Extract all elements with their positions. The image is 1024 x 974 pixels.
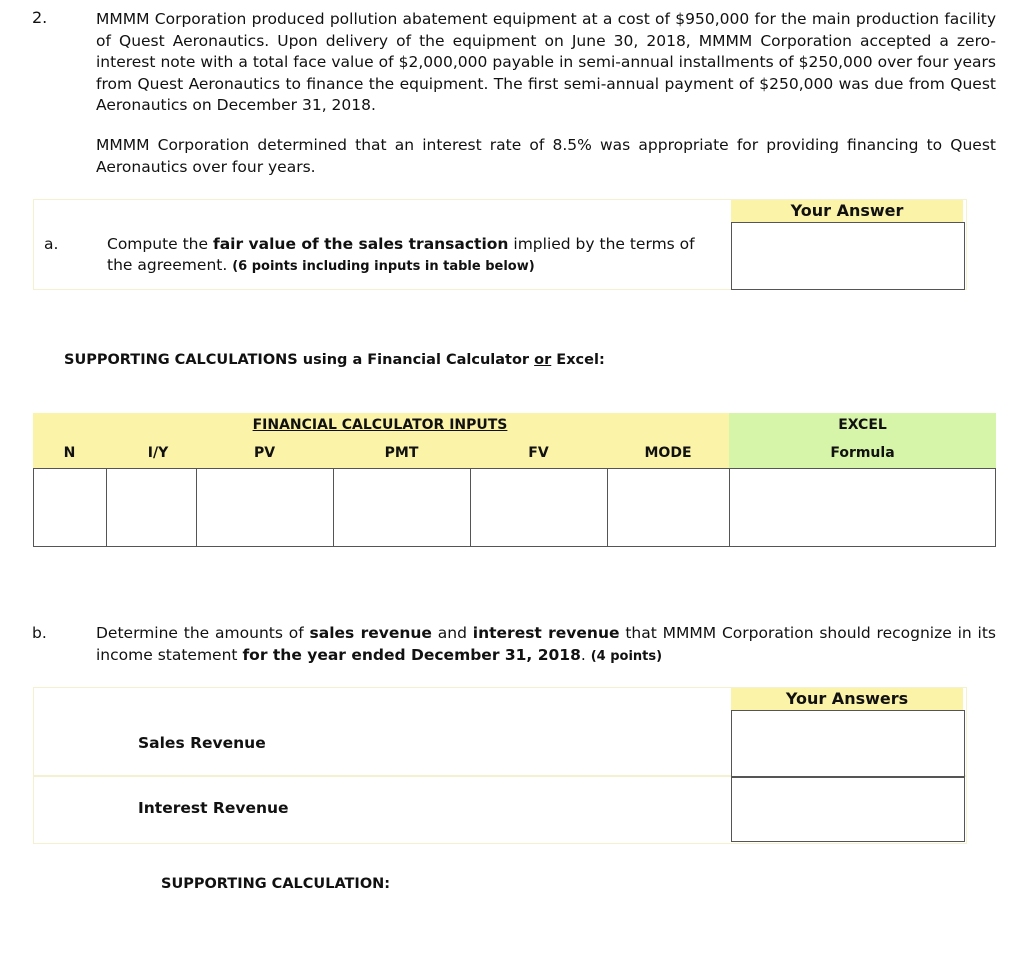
- part-b-interest-revenue-term: interest revenue: [472, 624, 620, 642]
- part-b-year-term: for the year ended December 31, 2018: [242, 645, 581, 664]
- part-a-text-prefix: Compute the: [107, 235, 213, 253]
- sales-revenue-label: Sales Revenue: [138, 734, 266, 752]
- part-a-text-suffix: implied by the terms of the agreement.: [107, 235, 695, 274]
- supporting-calculations-heading: SUPPORTING CALCULATIONS using a Financial Calculator or Excel:: [64, 352, 605, 368]
- part-a-question: [107, 234, 717, 277]
- col-header-n: N: [63, 445, 76, 461]
- excel-label: EXCEL: [838, 417, 887, 433]
- col-header-fv: FV: [528, 445, 549, 461]
- supporting-calculation-label: SUPPORTING CALCULATION:: [161, 876, 391, 892]
- part-b-question: Determine the amounts of sales revenue and interest revenue that MMMM Corporation should recognize in its income statement for the year ended December 31, 2018. (4 points): [96, 624, 997, 664]
- input-pmt[interactable]: [333, 468, 471, 547]
- formula-label: Formula: [830, 445, 895, 461]
- input-fv[interactable]: [470, 468, 608, 547]
- col-header-pv: PV: [253, 445, 276, 461]
- input-n[interactable]: [33, 468, 107, 547]
- input-excel-formula[interactable]: [729, 468, 996, 547]
- question-number: 2.: [32, 8, 48, 27]
- sales-revenue-input[interactable]: [731, 710, 965, 777]
- part-a-text-bold: fair value of the sales transaction: [212, 235, 509, 253]
- question-paragraph-1: MMMM Corporation produced pollution abatement equipment at a cost of $950,000 for the main production facility of Quest Aeronautics. Upon delivery of the equipment on June 30, 2018, MMMM Corporation accepted a zero-interest note with a total face value of $2,000,000 payable in semi-annual installments of $250,000 over four years from Quest Aeronautics to finance the equipment. The first semi-annual payment of $250,000 was due from Quest Aeronautics on December 31, 2018.: [96, 10, 996, 114]
- part-b-sales-revenue-term: sales revenue: [309, 624, 432, 642]
- part-b-letter: b.: [32, 624, 47, 642]
- input-pv[interactable]: [196, 468, 334, 547]
- col-header-iy: I/Y: [147, 445, 169, 461]
- col-header-mode: MODE: [644, 445, 692, 461]
- input-iy[interactable]: [106, 468, 197, 547]
- supporting-or: or: [534, 352, 552, 368]
- part-a-answer-input[interactable]: [731, 222, 965, 290]
- part-b-points: (4 points): [590, 648, 663, 664]
- interest-revenue-label: Interest Revenue: [138, 799, 289, 817]
- part-a-letter: a.: [44, 235, 59, 253]
- input-mode[interactable]: [607, 468, 730, 547]
- col-header-pmt: PMT: [384, 445, 419, 461]
- interest-revenue-input[interactable]: [731, 777, 965, 842]
- part-a-answer-header: Your Answer: [731, 200, 963, 222]
- part-b-answers-header: Your Answers: [731, 688, 963, 710]
- part-a-points: (6 points including inputs in table below): [232, 259, 535, 274]
- question-paragraph-2: MMMM Corporation determined that an interest rate of 8.5% was appropriate for providing financing to Quest Aeronautics over four years.: [96, 136, 996, 176]
- calc-table-title: FINANCIAL CALCULATOR INPUTS: [252, 417, 508, 433]
